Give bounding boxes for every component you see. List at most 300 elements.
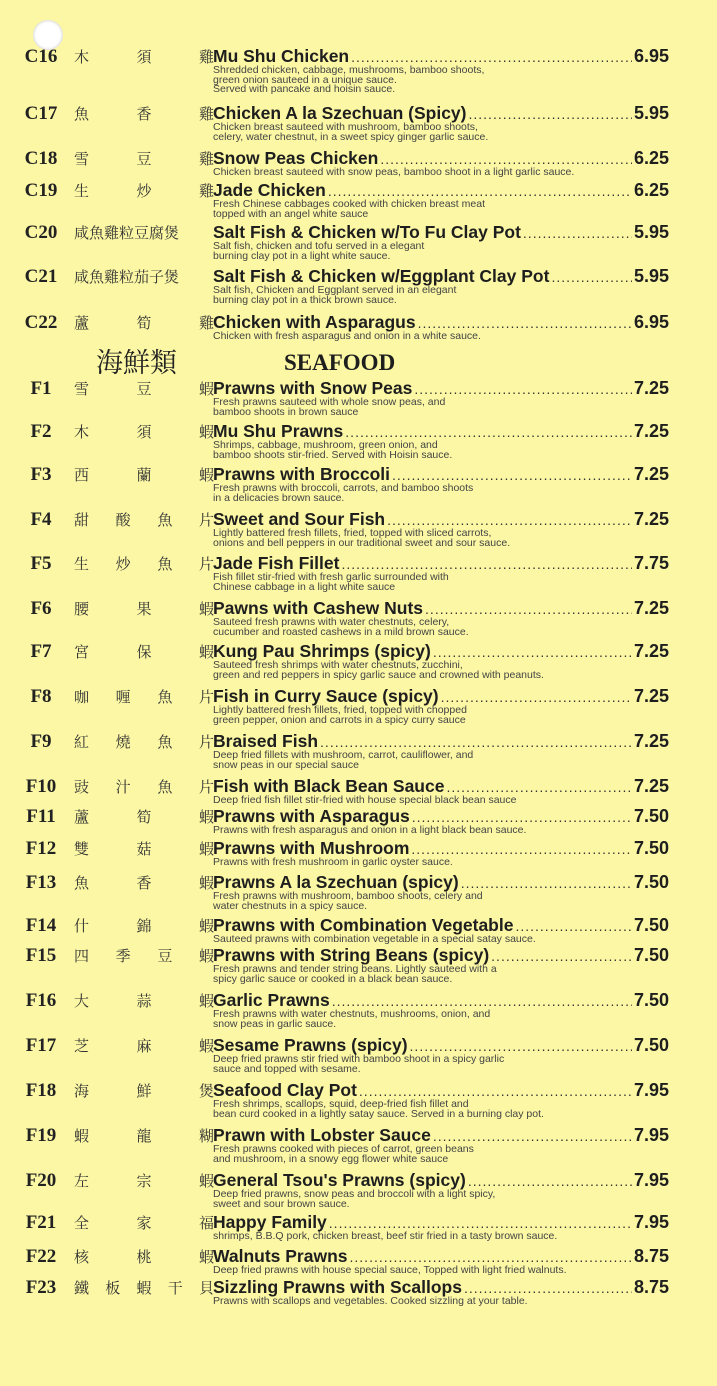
chinese-char: 蝦	[198, 840, 214, 858]
item-code: F3	[30, 464, 52, 485]
chinese-char: 宗	[136, 1172, 152, 1190]
item-description: Prawns with fresh mushroom in garlic oyster sauce.	[213, 857, 453, 868]
item-price: 7.25	[633, 509, 669, 529]
item-code: F18	[25, 1080, 57, 1101]
chinese-char: 保	[136, 643, 152, 661]
item-price: 6.95	[633, 46, 669, 66]
chinese-char: 蝦	[198, 808, 214, 826]
item-description: snow peas in our special sauce	[213, 759, 359, 771]
item-body	[213, 598, 669, 638]
item-name: Braised Fish	[213, 731, 319, 751]
item-price: 8.75	[633, 1246, 669, 1266]
item-description: Deep fried prawns, snow peas and broccoli with a light spicy,	[213, 1189, 496, 1200]
item-title-line	[213, 421, 669, 442]
item-description: Sauteed fresh shrimps with water chestnuts, zucchini,	[213, 660, 463, 671]
item-title-line	[213, 1277, 669, 1298]
item-description: burning clay pot in a light white sauce.	[213, 250, 391, 262]
item-description: Shrimps, cabbage, mushroom, green onion, and	[213, 440, 438, 451]
dot-leader	[425, 602, 632, 619]
chinese-char: 核	[74, 1248, 90, 1266]
item-chinese-name	[74, 686, 214, 708]
item-description: green pepper, onion and carrots in a spicy curry sauce	[213, 714, 466, 726]
item-price: 7.25	[633, 464, 669, 484]
item-chinese-name	[74, 222, 214, 244]
item-chinese-name	[74, 46, 214, 68]
chinese-char: 雪	[74, 380, 90, 398]
item-name: Garlic Prawns	[213, 990, 330, 1010]
item-name: Chicken A la Szechuan (Spicy)	[213, 103, 467, 123]
item-price: 7.50	[633, 872, 669, 892]
item-name: Prawns with Combination Vegetable	[213, 915, 514, 935]
item-description: snow peas in garlic sauce.	[213, 1018, 337, 1030]
item-code: F10	[25, 776, 57, 797]
item-body	[213, 509, 669, 549]
dot-leader	[523, 226, 632, 243]
item-price: 8.75	[633, 1277, 669, 1297]
item-description: water chestnuts in a spicy sauce.	[213, 900, 368, 912]
item-name: Pawns with Cashew Nuts	[213, 598, 424, 618]
chinese-char: 魚	[74, 105, 90, 123]
item-code: C19	[24, 180, 58, 201]
item-body	[213, 1125, 669, 1165]
item-description: Lightly battered fresh fillets, fried, topped with sliced carrots,	[213, 528, 492, 539]
item-price: 7.50	[633, 945, 669, 965]
item-description: Sauteed prawns with combination vegetable in a special satay sauce.	[213, 934, 536, 945]
chinese-char: 片	[198, 555, 214, 573]
chinese-char: 板	[105, 1279, 121, 1297]
item-code: F16	[25, 990, 57, 1011]
item-chinese-name	[74, 1080, 214, 1102]
item-chinese-name	[74, 641, 214, 663]
item-title-line	[213, 1170, 669, 1191]
chinese-char: 西	[74, 466, 90, 484]
item-code: F13	[25, 872, 57, 893]
item-body	[213, 148, 669, 179]
chinese-char: 雞	[198, 150, 214, 168]
item-code: C21	[24, 266, 58, 287]
chinese-char: 香	[136, 874, 152, 892]
item-title-line	[213, 806, 669, 827]
item-code: C22	[24, 312, 58, 333]
item-chinese-name	[74, 838, 214, 860]
item-code: F15	[25, 945, 57, 966]
item-description: Lightly battered fresh fillets, fried, topped with chopped	[213, 705, 467, 716]
item-description: Fresh prawns and tender string beans. Lightly sauteed with a	[213, 964, 497, 975]
chinese-char: 片	[198, 778, 214, 796]
chinese-char: 須	[136, 423, 152, 441]
item-code: F14	[25, 915, 57, 936]
item-code: F20	[25, 1170, 57, 1191]
item-description: Deep fried fillets with mushroom, carrot, cauliflower, and	[213, 750, 474, 761]
item-description: sauce and topped with sesame.	[213, 1063, 361, 1075]
item-title-line	[213, 266, 669, 287]
item-title-line	[213, 776, 669, 797]
item-title-line	[213, 945, 669, 966]
item-chinese-name	[74, 990, 214, 1012]
item-name: Chicken with Asparagus	[213, 312, 416, 332]
item-title-line	[213, 222, 669, 243]
item-chinese-name	[74, 1125, 214, 1147]
item-name: Mu Shu Chicken	[213, 46, 350, 66]
chinese-char: 咸魚雞粒豆腐煲	[74, 224, 180, 242]
item-description: Fresh prawns with mushroom, bamboo shoots, celery and	[213, 891, 483, 902]
item-title-line	[213, 1212, 669, 1233]
item-chinese-name	[74, 148, 214, 170]
chinese-char: 全	[74, 1214, 90, 1232]
chinese-char: 蝦	[198, 423, 214, 441]
item-description: Fresh prawns sauteed with whole snow peas, and	[213, 397, 446, 408]
item-description: bean curd cooked in a lightly satay sauce. Served in a burning clay pot.	[213, 1108, 544, 1120]
chinese-char: 片	[198, 688, 214, 706]
chinese-char: 魚	[157, 511, 173, 529]
chinese-char: 糊	[198, 1127, 214, 1145]
item-price: 7.95	[633, 1125, 669, 1145]
chinese-char: 麻	[136, 1037, 152, 1055]
item-price: 7.25	[633, 776, 669, 796]
chinese-char: 豉	[74, 778, 90, 796]
item-name: Prawns with Snow Peas	[213, 378, 413, 398]
item-code: F19	[25, 1125, 57, 1146]
item-body	[213, 266, 669, 306]
item-title-line	[213, 464, 669, 485]
chinese-char: 蝦	[136, 1279, 152, 1297]
item-body	[213, 776, 669, 807]
chinese-char: 雞	[198, 48, 214, 66]
chinese-char: 蝦	[198, 992, 214, 1010]
item-body	[213, 990, 669, 1030]
chinese-char: 炒	[136, 182, 152, 200]
item-title-line	[213, 872, 669, 893]
item-name: Prawns with Mushroom	[213, 838, 410, 858]
chinese-char: 片	[198, 511, 214, 529]
item-description: Fresh Chinese cabbages cooked with chicken breast meat	[213, 199, 485, 210]
item-chinese-name	[74, 553, 214, 575]
item-chinese-name	[74, 509, 214, 531]
item-chinese-name	[74, 915, 214, 937]
item-chinese-name	[74, 731, 214, 753]
item-price: 7.75	[633, 553, 669, 573]
item-code: F23	[25, 1277, 57, 1298]
chinese-char: 魚	[157, 733, 173, 751]
chinese-char: 菇	[136, 840, 152, 858]
chinese-char: 紅	[74, 733, 90, 751]
item-description: bamboo shoots in brown sauce	[213, 406, 359, 418]
chinese-char: 蝦	[198, 643, 214, 661]
item-description: celery, water chestnut, in a sweet spicy ginger garlic sauce.	[213, 131, 489, 143]
item-body	[213, 464, 669, 504]
chinese-char: 魚	[157, 555, 173, 573]
chinese-char: 蘆	[74, 808, 90, 826]
chinese-char: 海	[74, 1082, 90, 1100]
chinese-char: 魚	[157, 778, 173, 796]
item-chinese-name	[74, 776, 214, 798]
item-chinese-name	[74, 872, 214, 894]
item-body	[213, 180, 669, 220]
item-code: F1	[30, 378, 52, 399]
chinese-char: 煲	[198, 1082, 214, 1100]
chinese-char: 雞	[198, 182, 214, 200]
item-description: Sauteed fresh prawns with water chestnuts, celery,	[213, 617, 450, 628]
item-name: Happy Family	[213, 1212, 327, 1232]
chinese-char: 蝦	[198, 1172, 214, 1190]
item-code: F4	[30, 509, 52, 530]
item-name: Kung Pau Shrimps (spicy)	[213, 641, 431, 661]
item-code: C16	[24, 46, 58, 67]
item-chinese-name	[74, 312, 214, 334]
item-price: 7.25	[633, 378, 669, 398]
chinese-char: 腰	[74, 600, 90, 618]
dot-leader	[491, 949, 632, 966]
chinese-char: 咸魚雞粒茄子煲	[74, 268, 180, 286]
item-price: 6.25	[633, 180, 669, 200]
item-name: Jade Chicken	[213, 180, 326, 200]
chinese-char: 四	[74, 947, 90, 965]
item-body	[213, 838, 669, 869]
item-chinese-name	[74, 378, 214, 400]
item-description: Prawns with fresh asparagus and onion in a light black bean sauce.	[213, 825, 527, 836]
dot-leader	[461, 876, 632, 893]
item-body	[213, 222, 669, 262]
chinese-char: 豆	[157, 947, 173, 965]
item-body	[213, 872, 669, 912]
chinese-char: 干	[167, 1279, 183, 1297]
item-title-line	[213, 378, 669, 399]
item-price: 7.50	[633, 990, 669, 1010]
item-description: Chicken with fresh asparagus and onion in a white sauce.	[213, 331, 481, 342]
item-name: Sweet and Sour Fish	[213, 509, 386, 529]
item-body	[213, 641, 669, 681]
item-description: Salt fish, chicken and tofu served in a elegant	[213, 241, 425, 252]
item-title-line	[213, 1035, 669, 1056]
item-name: Salt Fish & Chicken w/To Fu Clay Pot	[213, 222, 521, 242]
item-description: green and red peppers in spicy garlic sauce and crowned with peanuts.	[213, 669, 544, 681]
item-price: 7.25	[633, 641, 669, 661]
item-chinese-name	[74, 598, 214, 620]
item-price: 7.25	[633, 598, 669, 618]
item-description: Fresh prawns cooked with pieces of carrot, green beans	[213, 1144, 474, 1155]
item-description: green onion sauteed in a unique sauce.	[213, 74, 397, 86]
chinese-char: 蝦	[198, 947, 214, 965]
item-body	[213, 1246, 669, 1277]
item-description: Fresh prawns with broccoli, carrots, and bamboo shoots	[213, 483, 474, 494]
item-code: C17	[24, 103, 58, 124]
item-title-line	[213, 641, 669, 662]
item-code: F5	[30, 553, 52, 574]
item-title-line	[213, 686, 669, 707]
item-title-line	[213, 598, 669, 619]
item-name: General Tsou's Prawns (spicy)	[213, 1170, 466, 1190]
item-body	[213, 46, 669, 96]
chinese-char: 蒜	[136, 992, 152, 1010]
chinese-char: 左	[74, 1172, 90, 1190]
item-name: Prawns A la Szechuan (spicy)	[213, 872, 459, 892]
item-chinese-name	[74, 103, 214, 125]
item-chinese-name	[74, 464, 214, 486]
item-title-line	[213, 148, 669, 169]
chinese-char: 福	[198, 1214, 214, 1232]
chinese-char: 須	[136, 48, 152, 66]
dot-leader	[469, 107, 632, 124]
chinese-char: 汁	[115, 778, 131, 796]
dot-leader	[414, 382, 632, 399]
item-code: F12	[25, 838, 57, 859]
item-chinese-name	[74, 945, 214, 967]
item-description: Fish fillet stir-fried with fresh garlic surrounded with	[213, 572, 449, 583]
item-price: 5.95	[633, 266, 669, 286]
section-title-english: SEAFOOD	[284, 350, 396, 375]
item-price: 7.95	[633, 1170, 669, 1190]
item-title-line	[213, 990, 669, 1011]
chinese-char: 豆	[136, 150, 152, 168]
item-name: Jade Fish Fillet	[213, 553, 340, 573]
chinese-char: 魚	[74, 874, 90, 892]
item-title-line	[213, 103, 669, 124]
chinese-char: 桃	[136, 1248, 152, 1266]
item-chinese-name	[74, 180, 214, 202]
chinese-char: 龍	[136, 1127, 152, 1145]
item-code: F17	[25, 1035, 57, 1056]
item-description: spicy garlic sauce or cooked in a black bean sauce.	[213, 973, 453, 985]
chinese-char: 蝦	[198, 1037, 214, 1055]
chinese-char: 甜	[74, 511, 90, 529]
item-name: Fish with Black Bean Sauce	[213, 776, 445, 796]
item-body	[213, 806, 669, 837]
item-price: 5.95	[633, 222, 669, 242]
item-name: Snow Peas Chicken	[213, 148, 379, 168]
item-body	[213, 915, 669, 946]
chinese-char: 蝦	[198, 600, 214, 618]
chinese-char: 雞	[198, 105, 214, 123]
chinese-char: 香	[136, 105, 152, 123]
item-title-line	[213, 915, 669, 936]
item-title-line	[213, 838, 669, 859]
chinese-char: 蝦	[198, 874, 214, 892]
chinese-char: 雞	[198, 314, 214, 332]
item-name: Prawns with Broccoli	[213, 464, 390, 484]
chinese-char: 蝦	[198, 917, 214, 935]
chinese-char: 筍	[136, 808, 152, 826]
chinese-char: 燒	[115, 733, 131, 751]
item-price: 7.95	[633, 1080, 669, 1100]
chinese-char: 魚	[157, 688, 173, 706]
item-description: Chicken breast sauteed with snow peas, bamboo shoot in a light garlic sauce.	[213, 167, 575, 178]
item-body	[213, 553, 669, 593]
item-price: 7.25	[633, 686, 669, 706]
item-title-line	[213, 1080, 669, 1101]
item-name: Prawns with Asparagus	[213, 806, 410, 826]
item-chinese-name	[74, 1170, 214, 1192]
item-body	[213, 421, 669, 461]
item-description: shrimps, B.B.Q pork, chicken breast, beef stir fried in a tasty brown sauce.	[213, 1231, 558, 1242]
item-body	[213, 731, 669, 771]
item-price: 5.95	[633, 103, 669, 123]
item-code: C18	[24, 148, 58, 169]
dot-leader	[441, 690, 632, 707]
item-description: cucumber and roasted cashews in a mild brown sauce.	[213, 626, 469, 638]
chinese-char: 蝦	[198, 1248, 214, 1266]
chinese-char: 芝	[74, 1037, 90, 1055]
item-description: Deep fried fish fillet stir-fried with house special black bean sauce	[213, 795, 517, 806]
item-name: Sizzling Prawns with Scallops	[213, 1277, 462, 1297]
item-name: Prawn with Lobster Sauce	[213, 1125, 431, 1145]
item-code: F11	[26, 806, 56, 827]
item-chinese-name	[74, 421, 214, 443]
item-body	[213, 103, 669, 143]
item-code: F6	[30, 598, 52, 619]
item-code: F7	[30, 641, 52, 662]
item-code: F9	[30, 731, 52, 752]
item-description: Chinese cabbage in a light white sauce	[213, 581, 396, 593]
item-chinese-name	[74, 1212, 214, 1234]
chinese-char: 季	[115, 947, 131, 965]
item-title-line	[213, 509, 669, 530]
item-name: Walnuts Prawns	[213, 1246, 348, 1266]
item-description: Fresh shrimps, scallops, squid, deep-fried fish fillet and	[213, 1099, 469, 1110]
item-title-line	[213, 1125, 669, 1146]
item-description: Fresh prawns with water chestnuts, mushrooms, onion, and	[213, 1009, 491, 1020]
item-description: topped with an angel white sauce	[213, 208, 369, 220]
item-name: Sesame Prawns (spicy)	[213, 1035, 408, 1055]
item-price: 6.95	[633, 312, 669, 332]
chinese-char: 雪	[74, 150, 90, 168]
item-price: 7.50	[633, 1035, 669, 1055]
chinese-char: 豆	[136, 380, 152, 398]
item-body	[213, 686, 669, 726]
chinese-char: 生	[74, 555, 90, 573]
item-code: F8	[30, 686, 52, 707]
item-description: Prawns with scallops and vegetables. Cooked sizzling at your table.	[213, 1296, 528, 1307]
item-code: F2	[30, 421, 52, 442]
chinese-char: 木	[74, 48, 90, 66]
item-chinese-name	[74, 1246, 214, 1268]
item-price: 7.50	[633, 915, 669, 935]
chinese-char: 炒	[115, 555, 131, 573]
item-body	[213, 1170, 669, 1210]
item-code: F22	[25, 1246, 57, 1267]
item-description: in a delicacies brown sauce.	[213, 492, 345, 504]
item-chinese-name	[74, 266, 214, 288]
chinese-char: 蘆	[74, 314, 90, 332]
item-body	[213, 378, 669, 418]
item-price: 7.50	[633, 806, 669, 826]
item-body	[213, 1035, 669, 1075]
chinese-char: 片	[198, 733, 214, 751]
chinese-char: 蝦	[198, 380, 214, 398]
chinese-char: 錦	[136, 917, 152, 935]
item-body	[213, 945, 669, 985]
item-description: onions and bell peppers in our traditional sweet and sour sauce.	[213, 537, 511, 549]
item-price: 7.25	[633, 421, 669, 441]
item-title-line	[213, 731, 669, 752]
item-title-line	[213, 1246, 669, 1267]
item-code: C20	[24, 222, 58, 243]
chinese-char: 喱	[115, 688, 131, 706]
item-price: 7.95	[633, 1212, 669, 1232]
item-description: Salt fish, Chicken and Eggplant served in an elegant	[213, 285, 457, 296]
item-description: Served with pancake and hoisin sauce.	[213, 84, 396, 95]
chinese-char: 鮮	[136, 1082, 152, 1100]
item-price: 7.50	[633, 838, 669, 858]
chinese-char: 酸	[115, 511, 131, 529]
section-title-chinese: 海鮮類	[96, 348, 177, 379]
item-description: burning clay pot in a thick brown sauce.	[213, 294, 397, 306]
item-description: sweet and sour brown sauce.	[213, 1198, 350, 1210]
chinese-char: 貝	[198, 1279, 214, 1297]
item-description: Deep fried prawns stir fried with bamboo shoot in a spicy garlic	[213, 1054, 505, 1065]
item-description: and mushroom, in a snowy egg flower white sauce	[213, 1153, 449, 1165]
item-description: Shredded chicken, cabbage, mushrooms, bamboo shoots,	[213, 65, 485, 76]
item-chinese-name	[74, 1277, 214, 1299]
